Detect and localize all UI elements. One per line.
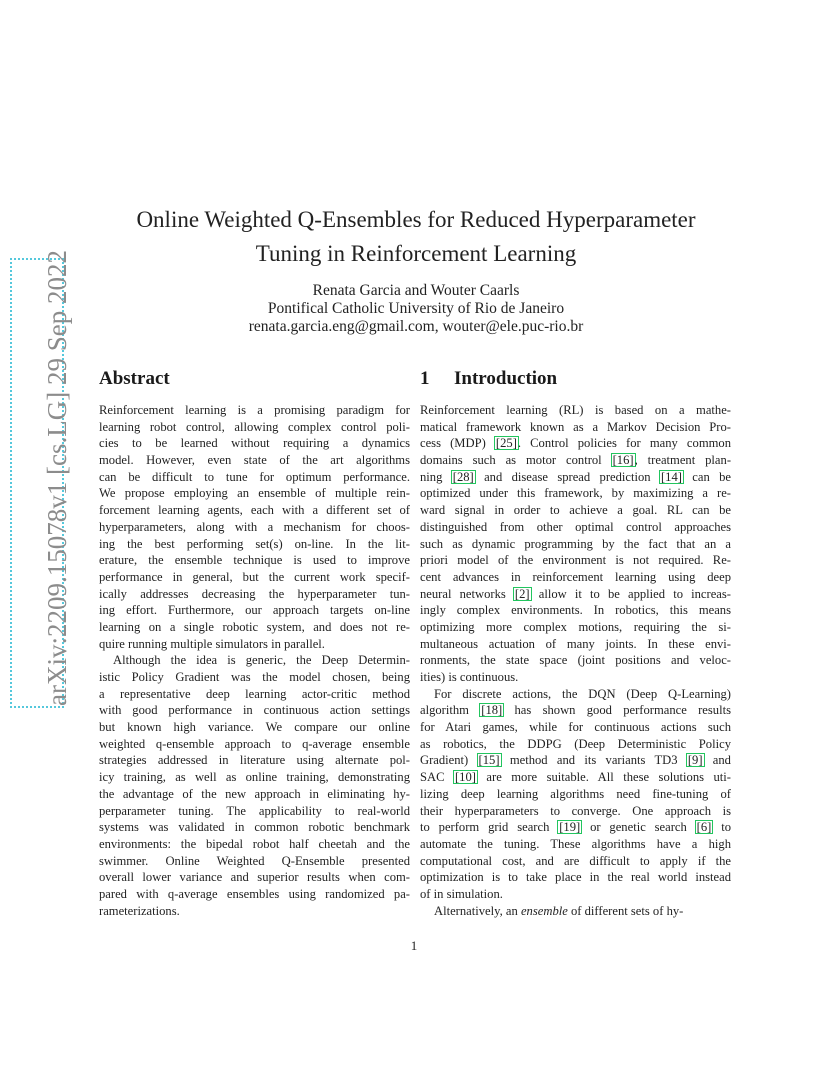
citation-link[interactable]: [2] <box>514 586 530 601</box>
citation-link[interactable]: [18] <box>481 703 503 718</box>
text-line: pared with q-average ensembles using randomized pa- <box>99 886 410 901</box>
text-line: For discrete actions, the DQN (Deep Q-Learning) <box>434 686 731 701</box>
text-line: Gradient) [15] method and its variants TD3 [9] and <box>420 753 731 768</box>
text-line: automate the tuning. These algorithms have a high <box>420 836 731 851</box>
text-line: systems was validated in common robotic benchmark <box>99 820 410 835</box>
text-line: such as dynamic programming by the fact that an a <box>420 536 731 551</box>
citation-link[interactable]: [25] <box>495 436 517 451</box>
text-line: forcement learning agents, each with a different set of <box>99 503 410 518</box>
text-line: as robotics, the DDPG (Deep Deterministic Policy <box>420 736 731 751</box>
text-line: ronments, the state space (joint positions and veloc- <box>420 653 731 668</box>
author-names: Renata Garcia and Wouter Caarls <box>312 282 520 299</box>
author-block <box>96 282 736 336</box>
introduction-heading <box>420 368 731 402</box>
text-line: model. However, even state of the art algorithms <box>99 453 410 468</box>
text-line: Reinforcement learning is a promising paradigm for <box>99 403 410 417</box>
citation-link[interactable]: [9] <box>687 753 703 768</box>
text-line: rameterizations. <box>99 903 180 918</box>
text-line: algorithm [18] has shown good performance results <box>420 703 731 718</box>
text-line: quire running multiple simulators in parallel. <box>99 636 325 651</box>
text-line: strategies addressed in literature using alternate pol- <box>99 753 410 768</box>
abstract-body <box>99 402 410 919</box>
text-line: the advantage of the new approach in eliminating hy- <box>99 786 410 801</box>
citation-link[interactable]: [16] <box>612 453 634 468</box>
text-line: multaneous actuation of many joints. In these envi- <box>420 636 731 651</box>
text-line: Although the idea is generic, the Deep Determin- <box>113 653 410 668</box>
introduction-section <box>420 368 731 919</box>
author-emails: renata.garcia.eng@gmail.com, wouter@ele.puc-rio.br <box>248 318 584 335</box>
text-line: ning [28] and disease spread prediction [14] can be <box>420 469 731 484</box>
citation-link[interactable]: [19] <box>559 820 581 835</box>
text-line: lizing deep learning algorithms need fine-tuning of <box>420 786 731 801</box>
text-line: neural networks [2] allow it to be applied to increas- <box>420 586 731 601</box>
text-line: priori model of the environment is not required. Re- <box>420 553 731 568</box>
text-line: swimmer. Online Weighted Q-Ensemble presented <box>99 853 410 868</box>
text-line: to perform grid search [19] or genetic search [6] to <box>420 820 731 835</box>
text-line: ing the best performing set(s) on-line. In the lit- <box>99 536 410 551</box>
citation-link[interactable]: [28] <box>452 469 474 484</box>
text-line: can be difficult to tune for optimum performance. <box>99 469 410 484</box>
title-line: Tuning in Reinforcement Learning <box>255 241 577 266</box>
abstract-heading: Abstract <box>99 368 170 389</box>
section-title: Introduction <box>454 368 558 389</box>
text-line: Reinforcement learning (RL) is based on a mathe- <box>420 403 731 417</box>
text-line: matical framework known as a Markov Decision Pro- <box>420 419 731 434</box>
text-line: learning on a single robotic system, and does not re- <box>99 619 410 634</box>
arxiv-identifier: arXiv:2209.15078v1 [cs.LG] 29 Sep 2022 <box>42 250 72 706</box>
text-line: optimization is to take place in the real world instead <box>420 870 731 885</box>
text-line: domains such as motor control [16], treatment plan- <box>420 453 732 468</box>
text-line: optimized under this framework, by maximizing a re- <box>420 486 731 501</box>
citation-link[interactable]: [14] <box>660 469 682 484</box>
text-line: distinguished from other optimal control approaches <box>420 519 731 534</box>
page-number: 1 <box>410 938 418 953</box>
text-line: istic Policy Gradient was the model chosen, being <box>99 670 410 684</box>
text-line: but known high variance. We compare our online <box>99 720 410 735</box>
text-line: cent advances in reinforcement learning using deep <box>420 569 731 584</box>
arxiv-identifier-stamp <box>10 250 72 708</box>
section-number: 1 <box>420 368 430 389</box>
text-line: erature, the ensemble technique is used to improve <box>99 553 410 568</box>
text-line: performance in general, but the current work specif- <box>99 569 410 584</box>
text-line: a representative deep learning actor-critic method <box>99 686 410 701</box>
paper-title <box>96 203 736 271</box>
text-line: ically addresses decreasing the hyperparameter tun- <box>99 586 410 601</box>
text-line: ward signal in order to achieve a goal. RL can be <box>420 503 731 518</box>
abstract-section <box>99 368 410 919</box>
text-line: icy training, as well as online training, demonstrating <box>99 770 410 785</box>
introduction-body <box>420 402 731 919</box>
text-line: We propose employing an ensemble of multiple rein- <box>99 486 410 501</box>
text-line: with good performance in continuous action settings <box>99 703 410 718</box>
citation-link[interactable]: [10] <box>454 770 476 785</box>
text-line: Alternatively, an ensemble of different sets of hy- <box>434 903 684 918</box>
text-line: ities) is continuous. <box>420 670 519 684</box>
citation-link[interactable]: [15] <box>478 753 500 768</box>
text-line: environments: the bipedal robot half cheetah and the <box>99 836 410 851</box>
text-line: their hyperparameters to converge. One approach is <box>420 803 731 818</box>
text-line: cess (MDP) [25]. Control policies for many common <box>420 436 732 451</box>
text-line: of in simulation. <box>420 886 503 901</box>
text-line: learning robot control, allowing complex control poli- <box>99 419 410 434</box>
text-line: SAC [10] are more suitable. All these solutions uti- <box>420 770 731 785</box>
text-line: cies to be learned without requiring a dynamics <box>99 436 410 451</box>
text-line: overall lower variance and superior results when com- <box>99 870 410 885</box>
text-line: ing effort. Furthermore, our approach targets on-line <box>99 603 410 618</box>
affiliation: Pontifical Catholic University of Rio de Janeiro <box>267 300 565 317</box>
text-line: optimizing more complex motions, requiring the si- <box>420 619 731 634</box>
text-line: ingly complex environments. In robotics, this means <box>420 603 731 618</box>
text-line: weighted q-ensemble approach to q-average ensemble <box>99 736 410 751</box>
title-line: Online Weighted Q-Ensembles for Reduced Hyperparameter <box>136 207 696 232</box>
text-line: perparameter tuning. The applicability to real-world <box>99 803 410 818</box>
text-line: hyperparameters, along with a mechanism for choos- <box>99 519 410 534</box>
text-line: computational cost, and are difficult to apply if the <box>420 853 731 868</box>
citation-link[interactable]: [6] <box>696 820 712 835</box>
text-line: for Atari games, while for continuous actions such <box>420 720 731 735</box>
